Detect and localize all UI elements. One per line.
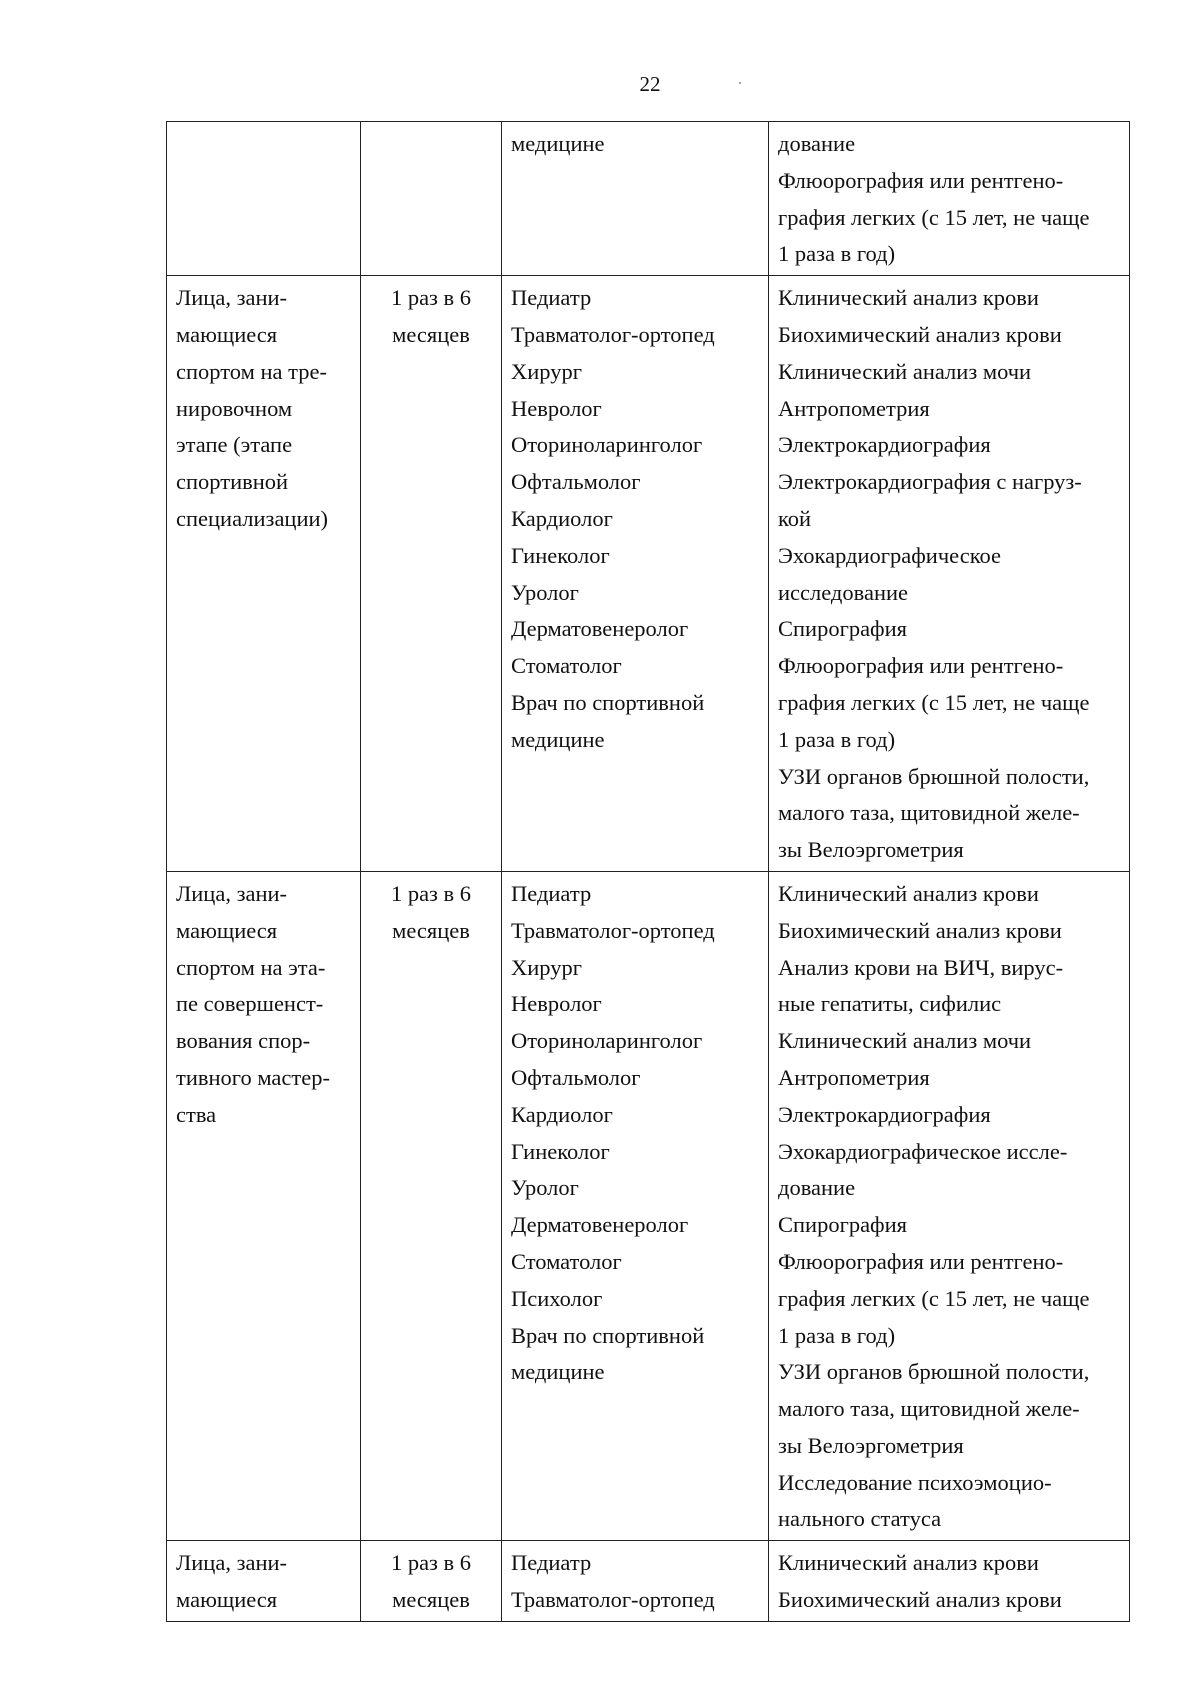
table-row xyxy=(167,871,1130,1540)
cell-text-line: Хирург xyxy=(511,358,582,384)
cell-text-line: нировочном xyxy=(176,395,293,421)
cell-text-line: мающиеся xyxy=(176,1587,278,1613)
specialists-cell xyxy=(502,871,769,1540)
table-row xyxy=(167,276,1130,872)
cell-text-line: Биохимический анализ крови xyxy=(778,917,1062,943)
cell-text-line: Травматолог-ортопед xyxy=(511,1587,715,1613)
group-cell xyxy=(167,871,361,1540)
cell-text-line: месяцев xyxy=(392,917,470,943)
cell-text-line: Лица, зани- xyxy=(176,285,288,311)
cell-text-line: УЗИ органов брюшной полости, xyxy=(778,1359,1090,1385)
cell-text-line: Дерматовенеролог xyxy=(511,616,689,642)
cell-text-line: малого таза, щитовидной желе- xyxy=(778,800,1080,826)
cell-text-line: месяцев xyxy=(392,1587,470,1613)
specialists-cell xyxy=(502,122,769,276)
cell-text-line: Кардиолог xyxy=(511,1101,613,1127)
frequency-cell xyxy=(361,122,502,276)
cell-text-line: Спирография xyxy=(778,616,908,642)
cell-text-line: Невролог xyxy=(511,991,602,1017)
cell-text-line: Анализ крови на ВИЧ, вирус- xyxy=(778,954,1064,980)
cell-text-line: Флюорография или рентгено- xyxy=(778,653,1064,679)
cell-text-line: Гинеколог xyxy=(511,542,610,568)
cell-text-line: Хирург xyxy=(511,954,582,980)
cell-text-line: Врач по спортивной xyxy=(511,689,705,715)
group-cell xyxy=(167,276,361,872)
cell-text-line: спортом на эта- xyxy=(176,954,326,980)
cell-text-line: пе совершенст- xyxy=(176,991,324,1017)
table-row xyxy=(167,122,1130,276)
cell-text-line: 1 раза в год) xyxy=(778,1322,896,1348)
cell-text-line: ные гепатиты, сифилис xyxy=(778,991,1002,1017)
examinations-cell xyxy=(769,1541,1130,1622)
cell-text-line: зы Велоэргометрия xyxy=(778,1432,964,1458)
cell-text-line: тивного мастер- xyxy=(176,1064,330,1090)
cell-text-line: спортом на тре- xyxy=(176,358,327,384)
cell-text-line: Офтальмолог xyxy=(511,469,641,495)
cell-text-line: Лица, зани- xyxy=(176,880,288,906)
group-cell xyxy=(167,1541,361,1622)
cell-text-line: Электрокардиография с нагруз- xyxy=(778,469,1082,495)
cell-text-line: Стоматолог xyxy=(511,653,622,679)
cell-text-line: нального статуса xyxy=(778,1506,942,1532)
cell-text-line: Электрокардиография xyxy=(778,1101,991,1127)
medical-examination-table xyxy=(166,121,1130,1622)
cell-text-line: Клинический анализ крови xyxy=(778,285,1039,311)
cell-text-line: Врач по спортивной xyxy=(511,1322,705,1348)
cell-text-line: Невролог xyxy=(511,395,602,421)
cell-text-line: этапе (этапе xyxy=(176,432,293,458)
cell-text-line: 1 раз в 6 xyxy=(390,880,472,906)
frequency-cell xyxy=(361,1541,502,1622)
cell-text-line: Травматолог-ортопед xyxy=(511,321,715,347)
cell-text-line: месяцев xyxy=(392,321,470,347)
cell-text-line: спортивной xyxy=(176,469,289,495)
table-row xyxy=(167,1541,1130,1622)
cell-text-line: 1 раза в год) xyxy=(778,241,896,267)
cell-text-line: Эхокардиографическое xyxy=(778,542,1002,568)
cell-text-line: медицине xyxy=(511,1359,605,1385)
cell-text-line: графия легких (с 15 лет, не чаще xyxy=(778,1285,1090,1311)
specialists-cell xyxy=(502,1541,769,1622)
table-body xyxy=(167,122,1130,1622)
cell-text-line: ства xyxy=(176,1101,217,1127)
cell-text-line: Стоматолог xyxy=(511,1248,622,1274)
cell-text-line: Офтальмолог xyxy=(511,1064,641,1090)
cell-text-line: Гинеколог xyxy=(511,1138,610,1164)
scan-speck xyxy=(739,82,741,84)
cell-text-line: Клинический анализ мочи xyxy=(778,358,1032,384)
cell-text-line: Кардиолог xyxy=(511,505,613,531)
cell-text-line: Флюорография или рентгено- xyxy=(778,1248,1064,1274)
cell-text-line: Эхокардиографическое иссле- xyxy=(778,1138,1068,1164)
cell-text-line: Психолог xyxy=(511,1285,603,1311)
cell-text-line: Оториноларинголог xyxy=(511,432,703,458)
page-number: 22 xyxy=(639,72,661,96)
cell-text-line: Педиатр xyxy=(511,880,592,906)
cell-text-line: дование xyxy=(778,131,856,156)
examinations-cell xyxy=(769,871,1130,1540)
examinations-cell xyxy=(769,276,1130,872)
frequency-cell xyxy=(361,871,502,1540)
cell-text-line: зы Велоэргометрия xyxy=(778,837,964,863)
cell-text-line: Клинический анализ крови xyxy=(778,1550,1039,1576)
cell-text-line: мающиеся xyxy=(176,321,278,347)
cell-text-line: Электрокардиография xyxy=(778,432,991,458)
cell-text-line: УЗИ органов брюшной полости, xyxy=(778,763,1090,789)
cell-text-line: 1 раза в год) xyxy=(778,726,896,752)
cell-text-line: Клинический анализ крови xyxy=(778,880,1039,906)
cell-text-line: Биохимический анализ крови xyxy=(778,1587,1062,1613)
cell-text-line: Педиатр xyxy=(511,285,592,311)
cell-text-line: дование xyxy=(778,1175,856,1201)
cell-text-line: Антропометрия xyxy=(778,1064,930,1090)
cell-text-line: медицине xyxy=(511,726,605,752)
cell-text-line: Клинический анализ мочи xyxy=(778,1028,1032,1054)
cell-text-line: Уролог xyxy=(511,1175,579,1201)
group-cell xyxy=(167,122,361,276)
cell-text-line: исследование xyxy=(778,579,909,605)
cell-text-line: графия легких (с 15 лет, не чаще xyxy=(778,204,1090,230)
examinations-cell xyxy=(769,122,1130,276)
cell-text-line: малого таза, щитовидной желе- xyxy=(778,1396,1080,1422)
cell-text-line: 1 раз в 6 xyxy=(390,285,472,311)
cell-text-line: Антропометрия xyxy=(778,395,930,421)
cell-text-line: Травматолог-ортопед xyxy=(511,917,715,943)
cell-text-line: Лица, зани- xyxy=(176,1550,288,1576)
cell-text-line: графия легких (с 15 лет, не чаще xyxy=(778,689,1090,715)
cell-text-line: мающиеся xyxy=(176,917,278,943)
cell-text-line: медицине xyxy=(511,131,605,156)
cell-text-line: вования спор- xyxy=(176,1028,311,1054)
cell-text-line: 1 раз в 6 xyxy=(390,1550,472,1576)
cell-text-line: Биохимический анализ крови xyxy=(778,321,1062,347)
cell-text-line: Педиатр xyxy=(511,1550,592,1576)
cell-text-line: Спирография xyxy=(778,1212,908,1238)
specialists-cell xyxy=(502,276,769,872)
frequency-cell xyxy=(361,276,502,872)
cell-text-line: Флюорография или рентгено- xyxy=(778,167,1064,193)
cell-text-line: Уролог xyxy=(511,579,579,605)
cell-text-line: Дерматовенеролог xyxy=(511,1212,689,1238)
cell-text-line: Исследование психоэмоцио- xyxy=(778,1469,1052,1495)
cell-text-line: кой xyxy=(778,505,812,531)
cell-text-line: Оториноларинголог xyxy=(511,1028,703,1054)
cell-text-line: специализации) xyxy=(176,505,329,531)
